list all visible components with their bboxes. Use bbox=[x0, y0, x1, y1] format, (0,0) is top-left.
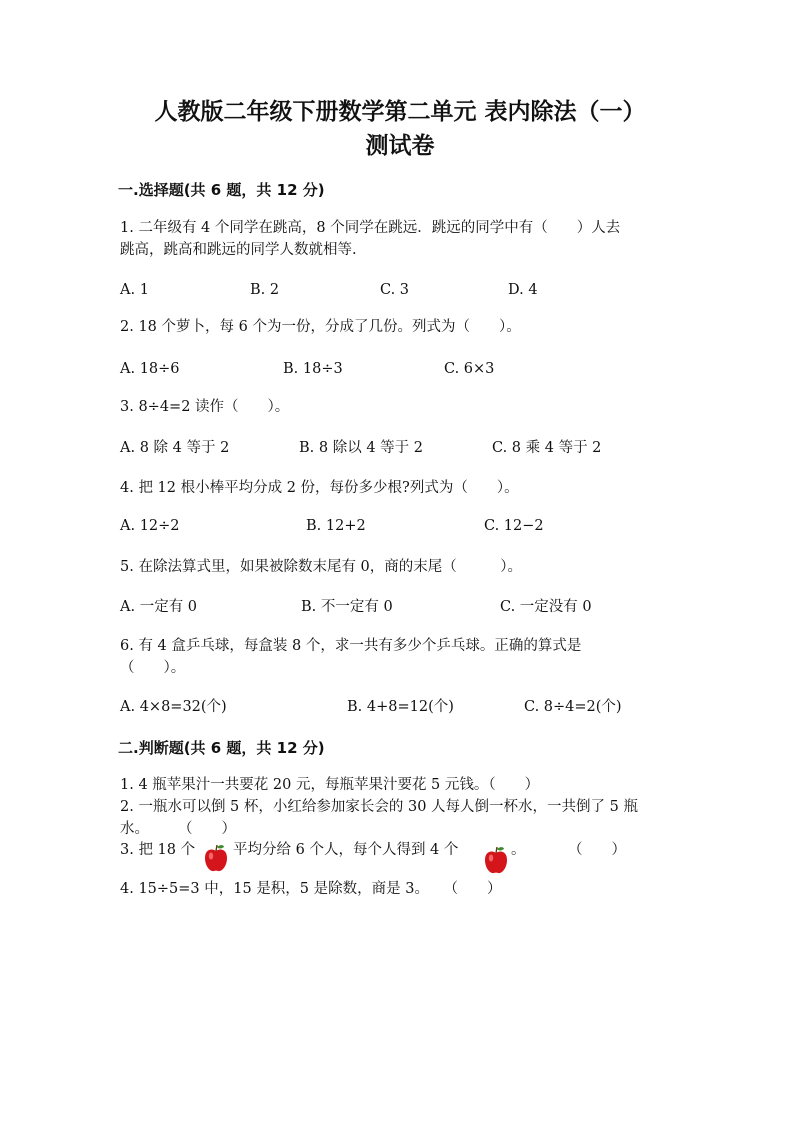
question-stem-line: 1. 二年级有 4 个同学在跳高，8 个同学在跳远．跳远的同学中有（ ）人去 bbox=[120, 220, 621, 236]
question-1-option-c[interactable]: C. 3 bbox=[380, 282, 410, 298]
apple-icon bbox=[482, 845, 510, 875]
question-4-option-b[interactable]: B. 12+2 bbox=[306, 518, 366, 534]
apple-icon bbox=[202, 843, 230, 873]
judgement-item-3-answer-paren[interactable]: （ ） bbox=[568, 842, 626, 858]
question-2-option-a[interactable]: A. 18÷6 bbox=[120, 361, 180, 377]
judgement-line: 4. 15÷5=3 中，15 是积，5 是除数，商是 3。 （ ） bbox=[120, 881, 502, 897]
question-5-option-c[interactable]: C. 一定没有 0 bbox=[500, 599, 592, 615]
judgement-item-2 bbox=[120, 796, 680, 840]
question-3-option-c[interactable]: C. 8 乘 4 等于 2 bbox=[492, 440, 602, 456]
worksheet-title-line2: 测试卷 bbox=[365, 133, 435, 159]
judgement-line: 2. 一瓶水可以倒 5 杯，小红给参加家长会的 30 人每人倒一杯水，一共倒了 5 瓶 bbox=[120, 799, 638, 815]
section-heading-judgement: 二.判断题(共 6 题，共 12 分) bbox=[118, 739, 325, 757]
judgement-item-4 bbox=[120, 878, 680, 900]
question-2-option-b[interactable]: B. 18÷3 bbox=[283, 361, 343, 377]
question-5-option-a[interactable]: A. 一定有 0 bbox=[120, 599, 198, 615]
question-stem-line: 3. 8÷4=2 读作（ ）。 bbox=[120, 399, 290, 415]
question-2-option-c[interactable]: C. 6×3 bbox=[444, 361, 495, 377]
question-6-option-c[interactable]: C. 8÷4=2(个) bbox=[524, 699, 622, 715]
question-3-option-b[interactable]: B. 8 除以 4 等于 2 bbox=[299, 440, 423, 456]
judgement-item-3-text-a: 3. 把 18 个 bbox=[120, 842, 196, 858]
judgement-item-3-text-b: 平均分给 6 个人，每个人得到 4 个 bbox=[233, 842, 459, 858]
question-stem-line: 6. 有 4 盒乒乓球，每盒装 8 个，求一共有多少个乒乓球。正确的算式是 bbox=[120, 638, 582, 654]
question-1-option-b[interactable]: B. 2 bbox=[250, 282, 280, 298]
question-stem-line: 4. 把 12 根小棒平均分成 2 份，每份多少根?列式为（ ）。 bbox=[120, 480, 519, 496]
judgement-line: 1. 4 瓶苹果汁一共要花 20 元，每瓶苹果汁要花 5 元钱。（ ） bbox=[120, 777, 540, 793]
question-1-stem bbox=[120, 217, 680, 261]
question-4-stem bbox=[120, 477, 680, 499]
question-1-option-a[interactable]: A. 1 bbox=[120, 282, 149, 298]
question-4-option-a[interactable]: A. 12÷2 bbox=[120, 518, 180, 534]
question-3-stem bbox=[120, 396, 680, 418]
judgement-item-3-text-c: 。 bbox=[511, 842, 526, 858]
question-stem-line: 2. 18 个萝卜，每 6 个为一份，分成了几份。列式为（ ）。 bbox=[120, 319, 521, 335]
worksheet-title-line1: 人教版二年级下册数学第二单元 表内除法（一） bbox=[154, 99, 646, 125]
question-6-option-a[interactable]: A. 4×8=32(个) bbox=[120, 699, 227, 715]
question-2-stem bbox=[120, 316, 680, 338]
question-stem-line: 5. 在除法算式里，如果被除数末尾有 0，商的末尾（ ）。 bbox=[120, 559, 523, 575]
question-3-option-a[interactable]: A. 8 除 4 等于 2 bbox=[120, 440, 230, 456]
question-5-stem bbox=[120, 556, 680, 578]
section-heading-choice: 一.选择题(共 6 题，共 12 分) bbox=[118, 181, 325, 199]
question-4-option-c[interactable]: C. 12−2 bbox=[484, 518, 544, 534]
question-1-option-d[interactable]: D. 4 bbox=[508, 282, 538, 298]
question-6-option-b[interactable]: B. 4+8=12(个) bbox=[347, 699, 454, 715]
judgement-line: 水。 （ ） bbox=[120, 821, 236, 837]
question-6-stem bbox=[120, 635, 680, 679]
question-stem-line: （ ）。 bbox=[120, 660, 186, 676]
judgement-item-1 bbox=[120, 774, 680, 796]
question-5-option-b[interactable]: B. 不一定有 0 bbox=[301, 599, 393, 615]
question-stem-line: 跳高，跳高和跳远的同学人数就相等. bbox=[120, 242, 357, 258]
